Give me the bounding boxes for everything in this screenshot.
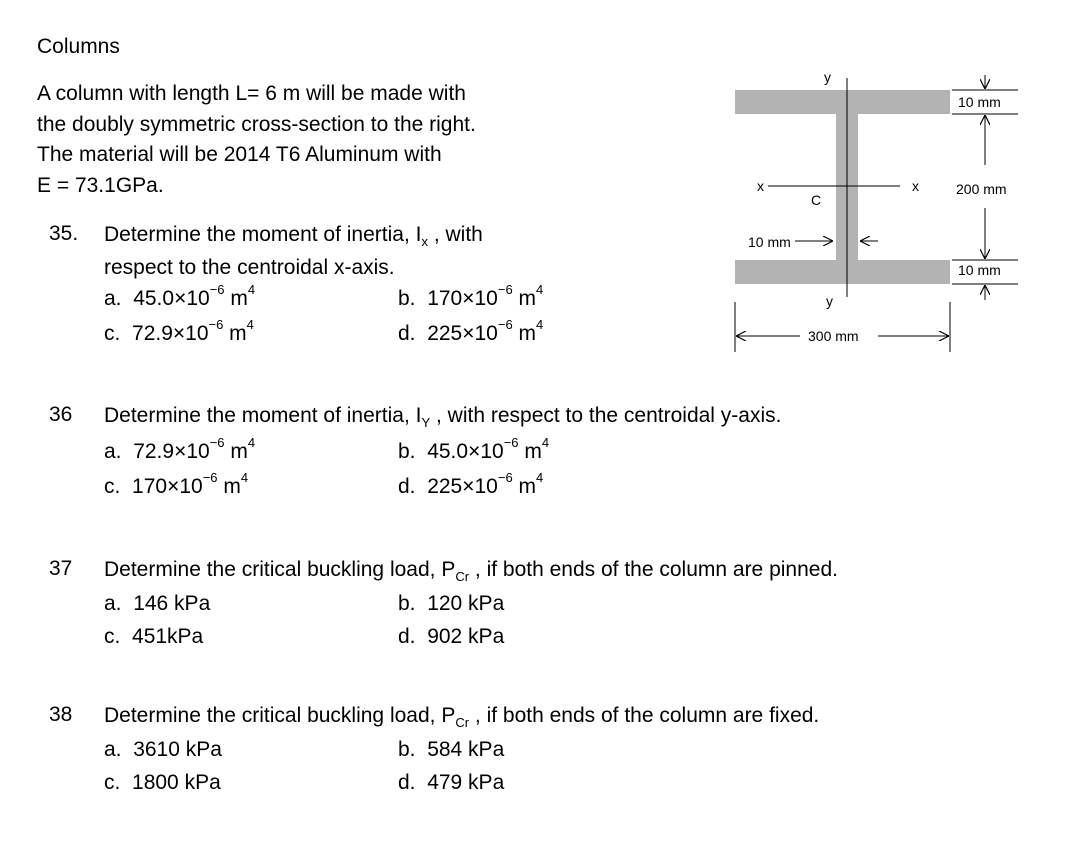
question-36-number: 36: [49, 403, 73, 426]
times-sign: ×: [468, 440, 481, 463]
option-value: 479 kPa: [427, 771, 505, 794]
question-38-text: [104, 704, 820, 731]
question-35-text: [104, 223, 483, 250]
q36-text-after: , with respect to the centroidal y-axis.: [430, 404, 782, 427]
problem-intro: [37, 79, 557, 201]
ten: 10: [179, 475, 203, 498]
option-coef: 72.9: [132, 322, 173, 345]
q38-option-c[interactable]: [104, 771, 221, 795]
option-exponent: −6: [209, 435, 225, 450]
q37-option-c[interactable]: [104, 625, 203, 649]
option-coef: 170: [427, 287, 463, 310]
width-label: 300 mm: [808, 328, 859, 344]
cross-section-figure: [700, 60, 1060, 360]
option-letter: a.: [104, 592, 122, 615]
q36-text-before: Determine the moment of inertia, I: [104, 404, 422, 427]
top-flange-label: 10 mm: [958, 94, 1001, 110]
option-letter: c.: [104, 625, 121, 648]
y-axis-label-bottom: y: [826, 293, 833, 309]
option-letter: a.: [104, 287, 122, 310]
option-coef: 225: [427, 322, 463, 345]
option-letter: c.: [104, 475, 121, 498]
option-coef: 45.0: [133, 287, 175, 310]
option-letter: a.: [104, 440, 122, 463]
unit: m: [518, 440, 542, 463]
option-letter: d.: [398, 322, 416, 345]
ten: 10: [474, 287, 498, 310]
x-axis-label-right: x: [912, 178, 919, 194]
option-value: 146 kPa: [133, 592, 211, 615]
option-coef: 225: [427, 475, 463, 498]
question-37-text: [104, 558, 838, 585]
intro-line-1: A column with length L= 6 m will be made with: [37, 82, 466, 105]
page-heading: Columns: [37, 35, 120, 58]
q37-option-b[interactable]: [398, 592, 504, 616]
web-thickness-label: 10 mm: [748, 234, 791, 250]
q37-option-d[interactable]: [398, 625, 504, 649]
q35-subscript: x: [421, 234, 428, 250]
q38-text-before: Determine the critical buckling load, P: [104, 704, 456, 727]
ten: 10: [186, 287, 210, 310]
q37-option-a[interactable]: [104, 592, 210, 616]
question-37-number: 37: [49, 557, 73, 580]
centroid-label: C: [811, 192, 822, 208]
option-coef: 170: [132, 475, 168, 498]
unit-exponent: 4: [536, 470, 544, 485]
unit: m: [217, 475, 241, 498]
unit-exponent: 4: [240, 470, 249, 485]
q35-text-before: Determine the moment of inertia, I: [104, 223, 422, 246]
top-flange: [735, 90, 950, 114]
option-value: 1800 kPa: [132, 771, 221, 794]
q35-option-c[interactable]: [104, 317, 254, 346]
option-value: 3610 kPa: [133, 738, 222, 761]
q37-text-before: Determine the critical buckling load, P: [104, 558, 456, 581]
option-value: 584 kPa: [427, 738, 505, 761]
option-letter: b.: [398, 440, 416, 463]
q38-option-a[interactable]: [104, 738, 222, 762]
ten: 10: [474, 322, 498, 345]
unit: m: [512, 322, 537, 345]
option-exponent: −6: [497, 317, 513, 332]
unit: m: [223, 322, 247, 345]
unit-exponent: 4: [536, 282, 544, 297]
q35-option-a[interactable]: [104, 282, 256, 311]
intro-line-2: the doubly symmetric cross-section to the right.: [37, 112, 476, 136]
times-sign: ×: [172, 322, 186, 345]
option-coef: 72.9: [133, 440, 175, 463]
option-exponent: −6: [497, 282, 513, 297]
option-letter: b.: [398, 592, 416, 615]
q38-text-after: , if both ends of the column are fixed.: [469, 704, 820, 727]
option-letter: a.: [104, 738, 122, 761]
question-36-text: [104, 404, 782, 431]
option-value: 120 kPa: [427, 592, 505, 615]
unit-exponent: 4: [541, 435, 550, 450]
unit-exponent: 4: [247, 435, 256, 450]
option-letter: b.: [398, 738, 416, 761]
ten: 10: [474, 475, 498, 498]
option-exponent: −6: [503, 435, 519, 450]
times-sign: ×: [462, 322, 475, 345]
unit: m: [512, 475, 537, 498]
q37-subscript: Cr: [455, 569, 470, 585]
modulus-symbol: E: [37, 173, 52, 197]
question-38-number: 38: [49, 703, 73, 726]
unit: m: [512, 287, 537, 310]
option-exponent: −6: [497, 470, 513, 485]
option-value: 902 kPa: [427, 625, 505, 648]
option-letter: d.: [398, 475, 416, 498]
times-sign: ×: [174, 287, 187, 310]
option-letter: c.: [104, 322, 121, 345]
question-35-number: 35.: [49, 222, 79, 245]
q35-option-d[interactable]: [398, 317, 544, 346]
unit: m: [224, 440, 248, 463]
q36-option-d[interactable]: [398, 470, 544, 499]
y-axis-label-top: y: [824, 69, 831, 85]
i-beam-diagram: [700, 60, 1060, 360]
q38-option-b[interactable]: [398, 738, 504, 762]
bottom-flange-label: 10 mm: [958, 262, 1001, 278]
q35-text-after: , with: [427, 223, 483, 246]
bottom-flange: [735, 260, 950, 284]
ten: 10: [185, 322, 209, 345]
ten: 10: [480, 440, 504, 463]
unit-exponent: 4: [247, 282, 256, 297]
unit-exponent: 4: [246, 317, 254, 332]
q38-subscript: Cr: [455, 715, 470, 731]
q36-option-a[interactable]: [104, 435, 256, 464]
q35-option-b[interactable]: [398, 282, 544, 311]
times-sign: ×: [174, 440, 187, 463]
option-coef: 45.0: [427, 440, 469, 463]
modulus-value: 73.1GPa: [74, 173, 158, 197]
height-label: 200 mm: [956, 181, 1007, 197]
modulus-period: .: [157, 173, 164, 197]
intro-line-4: [37, 171, 557, 202]
option-exponent: −6: [202, 470, 218, 485]
unit: m: [224, 287, 248, 310]
q36-option-b[interactable]: [398, 435, 550, 464]
times-sign: ×: [167, 475, 180, 498]
ten: 10: [186, 440, 210, 463]
modulus-equals: =: [51, 173, 75, 197]
option-letter: b.: [398, 287, 416, 310]
option-exponent: −6: [209, 282, 225, 297]
option-letter: d.: [398, 625, 416, 648]
times-sign: ×: [462, 287, 475, 310]
option-letter: c.: [104, 771, 121, 794]
q36-subscript: Y: [421, 415, 431, 431]
q36-option-c[interactable]: [104, 470, 249, 499]
q37-text-after: , if both ends of the column are pinned.: [469, 558, 838, 581]
x-axis-label-left: x: [757, 178, 764, 194]
times-sign: ×: [462, 475, 475, 498]
option-value: 451kPa: [132, 625, 204, 648]
question-35-text-line2: respect to the centroidal x-axis.: [104, 256, 395, 279]
intro-line-3: The material will be 2014 T6 Aluminum with: [37, 143, 442, 166]
unit-exponent: 4: [536, 317, 544, 332]
q38-option-d[interactable]: [398, 771, 504, 795]
option-letter: d.: [398, 771, 416, 794]
option-exponent: −6: [208, 317, 224, 332]
